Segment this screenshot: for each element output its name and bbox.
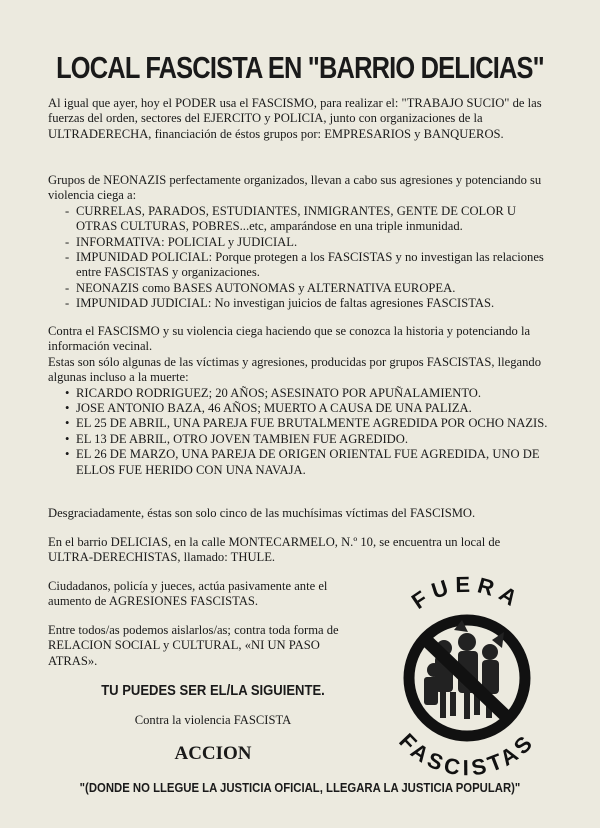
- neonazis-intro: Grupos de NEONAZIS perfectamente organizados, llevan a cabo sus agresiones y potenciando su violencia ciega a:: [48, 173, 542, 203]
- contra-paragraph: Contra el FASCISMO y su violencia ciega haciendo que se conozca la historia y potenciando la información vecinal.: [48, 324, 531, 354]
- victims-intro: Estas son sólo algunas de las víctimas y agresiones, producidas por grupos FASCISTAS, llegando algunas incluso a la muerte:: [48, 354, 542, 385]
- list-item: - CURRELAS, PARADOS, ESTUDIANTES, INMIGRANTES, GENTE DE COLOR U OTRAS CULTURAS, POBRES...etc, amparándose en una triple inmunidad.: [65, 204, 548, 235]
- flyer-title: LOCAL FASCISTA EN "BARRIO DELICIAS": [56, 50, 544, 85]
- emblem-top-word: FUERA: [407, 571, 527, 615]
- intro-paragraph: Al igual que ayer, hoy el PODER usa el FASCISMO, para realizar el: "TRABAJO SUCIO" de las fuerzas del orden, sectores del EJERCITO y POLICIA, junto con organizaciones de la ULTRADERECHA, financiación de éstos grupos por: EMPRESARIOS y BANQUEROS.: [48, 96, 542, 141]
- emblem-bottom-word: FASCISTAS: [394, 728, 540, 781]
- slogan-next: TU PUEDES SER EL/LA SIGUIENTE.: [101, 683, 325, 699]
- list-item: • EL 13 DE ABRIL, OTRO JOVEN TAMBIEN FUE AGREDIDO.: [65, 432, 548, 447]
- list-item: - IMPUNIDAD JUDICIAL: No investigan juicios de faltas agresiones FASCISTAS.: [65, 296, 548, 311]
- list-item: • RICARDO RODRIGUEZ; 20 AÑOS; ASESINATO POR APUÑALAMIENTO.: [65, 386, 548, 401]
- slogan-action: ACCION: [174, 743, 252, 764]
- impunity-list: [48, 204, 548, 312]
- list-item: • EL 25 DE ABRIL, UNA PAREJA FUE BRUTALMENTE AGREDIDA POR OCHO NAZIS.: [65, 416, 548, 431]
- citizens-paragraph: Ciudadanos, policía y jueces, actúa pasivamente ante el aumento de AGRESIONES FASCISTAS.: [48, 579, 328, 609]
- location-paragraph: En el barrio DELICIAS, en la calle MONTECARMELO, N.º 10, se encuentra un local de ULTRA-DERECHISTAS, llamado: THULE.: [48, 535, 501, 565]
- list-item: - NEONAZIS como BASES AUTONOMAS y ALTERNATIVA EUROPEA.: [65, 281, 548, 296]
- together-paragraph: Entre todos/as podemos aislarlos/as; contra toda forma de RELACION SOCIAL y CULTURAL, «NI UN PASO ATRAS».: [48, 623, 339, 668]
- victims-section: [48, 324, 548, 478]
- sadly-paragraph: Desgraciadamente, éstas son solo cinco de las muchísimas víctimas del FASCISMO.: [48, 506, 476, 520]
- neonazis-section: [48, 173, 548, 312]
- list-item: - IMPUNIDAD POLICIAL: Porque protegen a los FASCISTAS y no investigan las relaciones entre FASCISTAS y organizaciones.: [65, 250, 548, 281]
- list-item: • EL 26 DE MARZO, UNA PAREJA DE ORIGEN ORIENTAL FUE AGREDIDA, UNO DE ELLOS FUE HERIDO CON UNA NAVAJA.: [65, 447, 548, 478]
- list-item: • JOSE ANTONIO BAZA, 46 AÑOS; MUERTO A CAUSA DE UNA PALIZA.: [65, 401, 548, 416]
- footer-quote: "(DONDE NO LLEGUE LA JUSTICIA OFICIAL, LLEGARA LA JUSTICIA POPULAR)": [79, 781, 521, 795]
- no-fascists-prohibition-icon: [409, 620, 525, 736]
- slogan-against: Contra la violencia FASCISTA: [134, 713, 292, 727]
- list-item: - INFORMATIVA: POLICIAL y JUDICIAL.: [65, 235, 548, 250]
- victims-list: [48, 386, 548, 478]
- no-fascists-emblem: [372, 570, 562, 782]
